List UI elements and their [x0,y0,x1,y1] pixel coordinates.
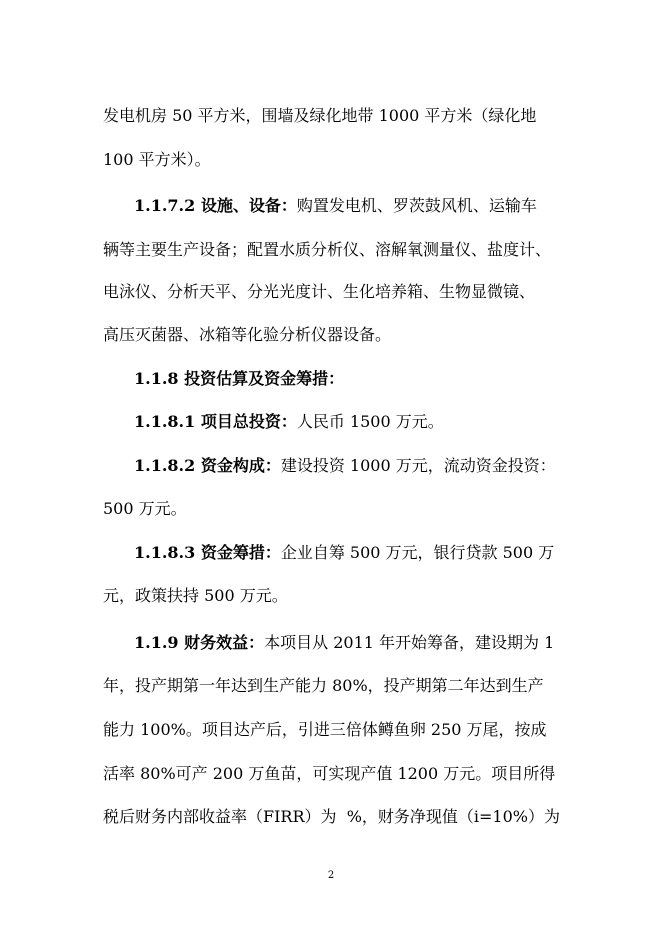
section-1-1-8-heading: 1.1.8 投资估算及资金筹措： [134,369,345,388]
text-line-14 [0,676,662,696]
text-line-16 [0,764,662,784]
line-10-text: 500 万元。 [103,499,187,518]
line-15-text: 能力 100%。项目达产后，引进三倍体鳟鱼卵 250 万尾，按成 [103,720,547,739]
line-1-text: 发电机房 50 平方米，围墙及绿化地带 1000 平方米（绿化地 [103,106,537,125]
text-line-15 [0,720,662,740]
section-1-1-9-text: 本项目从 2011 年开始筹备，建设期为 1 [264,633,555,652]
line-6-text: 高压灭菌器、冰箱等化验分析仪器设备。 [103,325,392,344]
text-line-1 [0,106,662,126]
line-16-text: 活率 80%可产 200 万鱼苗，可实现产值 1200 万元。项目所得 [103,764,556,783]
section-1-1-8-2 [0,456,662,476]
line-17-text: 税后财务内部收益率（FIRR）为 %，财务净现值（i=10%）为 [103,807,560,826]
section-1-1-7-2-heading: 1.1.7.2 设施、设备： [134,196,297,215]
section-1-1-7-2 [0,196,662,216]
section-1-1-7-2-text: 购置发电机、罗茨鼓风机、运输车 [296,196,537,215]
section-1-1-8-1-text: 人民币 1500 万元。 [296,412,444,431]
line-14-text: 年，投产期第一年达到生产能力 80%，投产期第二年达到生产 [103,676,544,695]
line-5-text: 电泳仪、分析天平、分光光度计、生化培养箱、生物显微镜、 [103,282,536,301]
section-1-1-8-2-heading: 1.1.8.2 资金构成： [134,456,281,475]
section-1-1-8-2-text: 建设投资 1000 万元，流动资金投资： [280,456,556,475]
section-1-1-9 [0,633,662,653]
text-line-17 [0,807,662,827]
line-2-text: 100 平方米）。 [103,150,211,169]
line-4-text: 辆等主要生产设备；配置水质分析仪、溶解氧测量仪、盐度计、 [103,240,552,259]
section-1-1-8-3-text: 企业自筹 500 万元，银行贷款 500 万 [280,543,555,562]
section-1-1-9-heading: 1.1.9 财务效益： [134,633,265,652]
section-1-1-8-1 [0,412,662,432]
line-12-text: 元，政策扶持 500 万元。 [103,586,288,605]
page-number: 2 [327,870,335,881]
text-line-10 [0,499,662,519]
text-line-4 [0,240,662,260]
section-1-1-8-1-heading: 1.1.8.1 项目总投资： [134,412,297,431]
text-line-6 [0,325,662,345]
text-line-5 [0,282,662,302]
text-line-12 [0,586,662,606]
section-1-1-8-3 [0,543,662,563]
text-line-2 [0,150,662,170]
section-1-1-8 [0,369,662,389]
section-1-1-8-3-heading: 1.1.8.3 资金筹措： [134,543,281,562]
